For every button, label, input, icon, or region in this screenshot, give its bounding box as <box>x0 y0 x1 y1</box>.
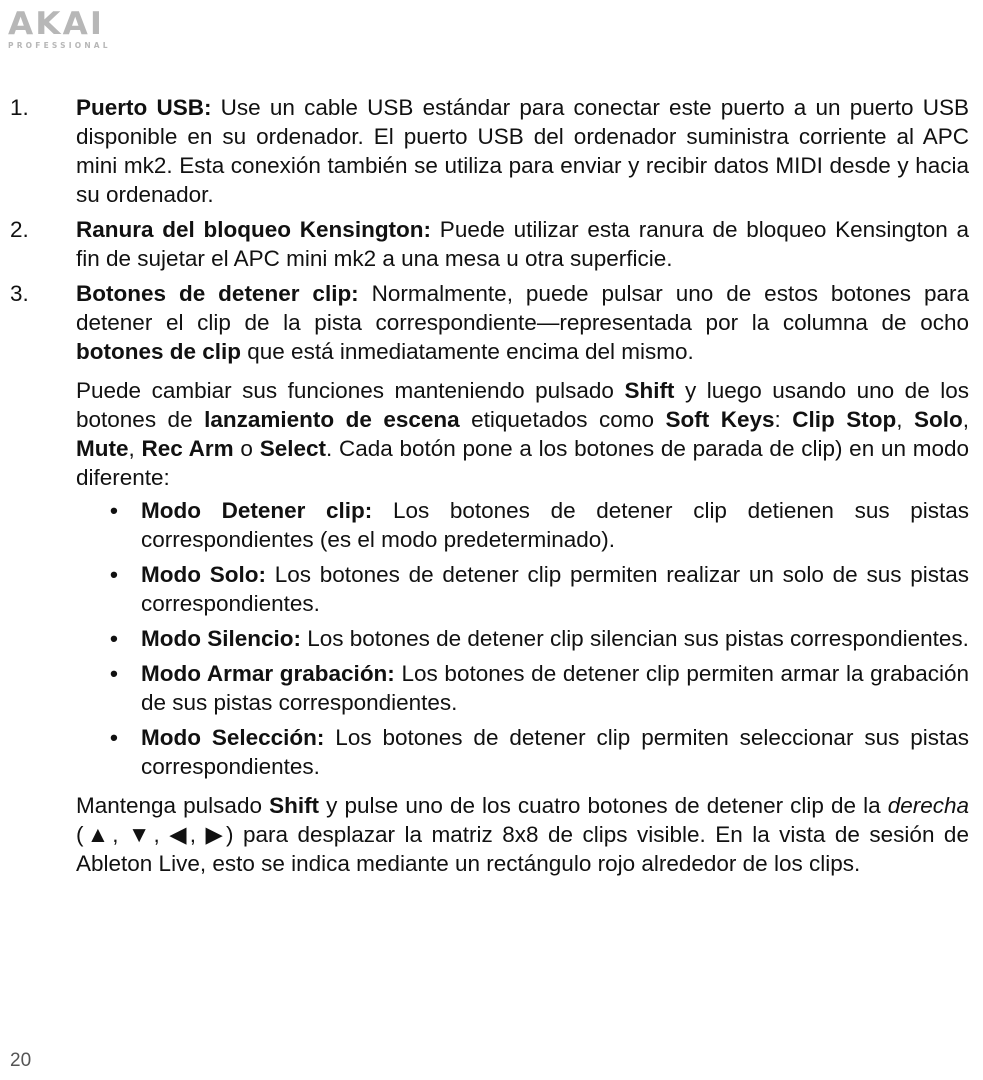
italic-term: derecha <box>887 793 970 818</box>
page-number: 20 <box>10 1050 32 1071</box>
item-text: Puede utilizar esta ranura de bloqueo Kensington a fin de sujetar el APC mini mk2 a una mesa u otra superficie. <box>76 217 970 271</box>
item-title: Ranura del bloqueo Kensington: <box>76 217 432 242</box>
bullet-text: Los botones de detener clip silencian sus pistas correspondientes. <box>301 626 969 651</box>
bullet-mode-select <box>0 723 983 781</box>
text-run: Puede cambiar sus funciones manteniendo pulsado <box>76 378 625 403</box>
text-run: y pulse uno de los cuatro botones de detener clip de la <box>319 793 888 818</box>
manual-content <box>0 93 983 878</box>
text-run: , <box>153 822 170 847</box>
bullet-title: Modo Silencio: <box>141 626 301 651</box>
item-text: que está inmediatamente encima del mismo. <box>241 339 694 364</box>
bullet-mode-mute <box>0 624 983 653</box>
item-title: Botones de detener clip: <box>76 281 359 306</box>
item-number: 2. <box>10 217 29 242</box>
bullet-text: Los botones de detener clip detienen sus pistas correspondientes (es el modo predeterminado). <box>141 498 969 552</box>
text-run: etiquetados como <box>459 407 666 432</box>
text-run: ( <box>76 822 84 847</box>
bold-term: lanzamiento de escena <box>204 407 460 432</box>
text-run: . Cada botón pone a los botones de parada de clip) en un modo diferente: <box>76 436 969 490</box>
text-run: o <box>233 436 260 461</box>
paragraph-modes-intro <box>0 376 983 492</box>
bold-term: Shift <box>269 793 320 818</box>
item-text: Use un cable USB estándar para conectar este puerto a un puerto USB disponible en su ordenador. El puerto USB del ordenador suministra corriente al APC mini mk2. Esta conexión también se utiliza para enviar y recibir datos MIDI desde y hacia su ordenador. <box>76 95 969 207</box>
bullet-mode-solo <box>0 560 983 618</box>
text-run: , <box>128 436 142 461</box>
bullet-dot: • <box>110 661 118 686</box>
bullet-dot: • <box>110 725 118 750</box>
bold-term: Select <box>259 436 326 461</box>
bullet-dot: • <box>110 626 118 651</box>
text-run: , <box>896 407 914 432</box>
text-run: , <box>962 407 969 432</box>
bold-term: Soft Keys <box>665 407 775 432</box>
bullet-dot: • <box>110 562 118 587</box>
bullet-mode-clip-stop <box>0 496 983 554</box>
text-run: Mantenga pulsado <box>76 793 270 818</box>
left-arrow-icon: ◀ <box>169 822 190 847</box>
bullet-title: Modo Detener clip: <box>141 498 373 523</box>
paragraph-shift-navigation <box>0 791 983 878</box>
list-item-clip-stop-buttons <box>0 279 983 366</box>
bullet-dot: • <box>110 498 118 523</box>
bold-term: Rec Arm <box>141 436 234 461</box>
bullet-title: Modo Selección: <box>141 725 325 750</box>
list-item-kensington-lock <box>0 215 983 273</box>
bold-term: Clip Stop <box>792 407 897 432</box>
bold-term: Shift <box>624 378 675 403</box>
item-number: 3. <box>10 281 29 306</box>
bullet-title: Modo Solo: <box>141 562 266 587</box>
bullet-title: Modo Armar grabación: <box>141 661 395 686</box>
text-run: , <box>189 822 206 847</box>
bullet-text: Los botones de detener clip permiten armar la grabación de sus pistas correspondientes. <box>141 661 969 715</box>
bullet-text: Los botones de detener clip permiten realizar un solo de sus pistas correspondientes. <box>141 562 970 616</box>
item-text: Normalmente, puede pulsar uno de estos botones para detener el clip de la pista correspondiente—representada por la columna de ocho <box>76 281 969 335</box>
bold-term: Solo <box>913 407 963 432</box>
logo-wordmark: AKAI <box>8 6 105 42</box>
text-run: : <box>774 407 793 432</box>
akai-logo <box>8 8 158 54</box>
bullet-text: Los botones de detener clip permiten seleccionar sus pistas correspondientes. <box>141 725 970 779</box>
bold-term: Mute <box>76 436 129 461</box>
right-arrow-icon: ▶ <box>205 822 226 847</box>
logo-subtitle: PROFESSIONAL <box>8 41 111 50</box>
item-number: 1. <box>10 95 29 120</box>
text-run: ) para desplazar la matriz 8x8 de clips visible. En la vista de sesión de Ableton Live, esto se indica mediante un rectángulo rojo alrededor de los clips. <box>76 822 969 876</box>
down-arrow-icon: ▼ <box>127 822 154 847</box>
list-item-usb-port <box>0 93 983 209</box>
item-title: Puerto USB: <box>76 95 212 120</box>
item-bold-term: botones de clip <box>76 339 242 364</box>
bullet-mode-rec-arm <box>0 659 983 717</box>
up-arrow-icon: ▲ <box>83 822 113 847</box>
mode-bullet-list <box>0 496 983 781</box>
text-run: , <box>112 822 128 847</box>
text-run: y luego usando uno de los botones de <box>76 378 969 432</box>
